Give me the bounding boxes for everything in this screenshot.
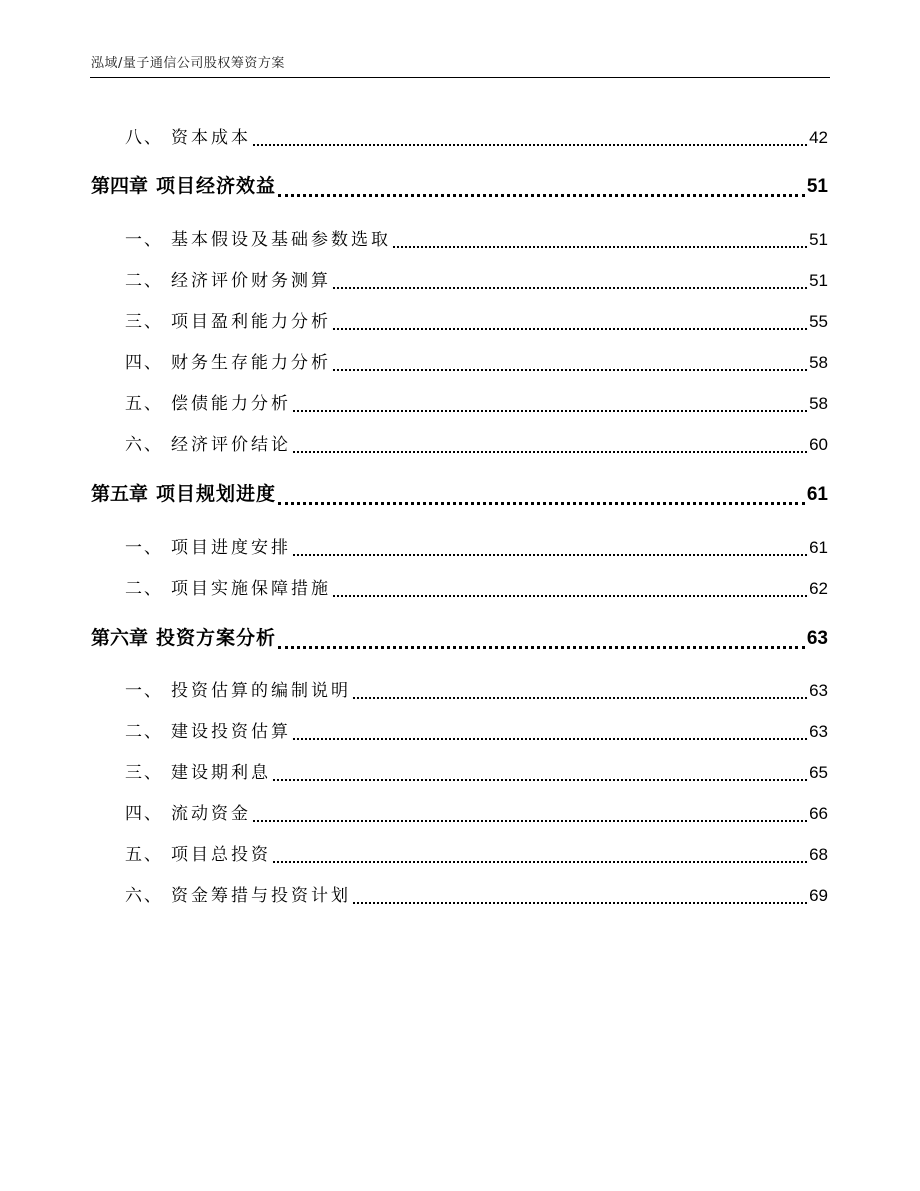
- toc-entry-title: 资金筹措与投资计划: [171, 886, 351, 906]
- dot-leader: [273, 849, 807, 866]
- toc-entry[interactable]: [125, 348, 828, 374]
- dot-leader: [278, 490, 805, 509]
- toc-entry-page: 51: [809, 271, 828, 290]
- toc-entry[interactable]: [125, 430, 828, 456]
- dot-leader: [278, 182, 805, 201]
- dot-leader: [293, 398, 807, 415]
- toc-entry-number: 五、: [125, 394, 163, 414]
- dot-leader: [393, 234, 807, 251]
- toc-entry[interactable]: [125, 840, 828, 866]
- toc-chapter-number: 第四章: [91, 175, 149, 197]
- dot-leader: [278, 634, 805, 653]
- dot-leader: [253, 808, 807, 825]
- toc-entry[interactable]: [125, 123, 828, 149]
- toc-entry-page: 60: [809, 435, 828, 454]
- toc-chapter-number: 第五章: [91, 483, 149, 505]
- toc-chapter[interactable]: [91, 171, 828, 201]
- toc-entry[interactable]: [125, 881, 828, 907]
- toc-entry-page: 58: [809, 353, 828, 372]
- toc-entry-number: 一、: [125, 681, 163, 701]
- toc-entry-title: 偿债能力分析: [171, 394, 291, 414]
- dot-leader: [333, 275, 807, 292]
- toc-entry[interactable]: [125, 307, 828, 333]
- toc-entry-page: 55: [809, 312, 828, 331]
- toc-entry[interactable]: [125, 225, 828, 251]
- toc-entry[interactable]: [125, 758, 828, 784]
- toc-entry-title: 项目总投资: [171, 845, 271, 865]
- toc-chapter-title: 投资方案分析: [156, 627, 277, 649]
- toc-entry[interactable]: [125, 717, 828, 743]
- dot-leader: [333, 316, 807, 333]
- toc-entry-number: 三、: [125, 312, 163, 332]
- toc-entry-number: 二、: [125, 722, 163, 742]
- toc-entry-title: 建设期利息: [171, 763, 271, 783]
- toc-entry-page: 61: [809, 538, 828, 557]
- toc-entry-number: 二、: [125, 271, 163, 291]
- toc-entry-page: 63: [809, 681, 828, 700]
- toc-entry-number: 一、: [125, 538, 163, 558]
- toc-entry[interactable]: [125, 799, 828, 825]
- toc-entry-number: 五、: [125, 845, 163, 865]
- dot-leader: [293, 726, 807, 743]
- toc-entry-number: 六、: [125, 886, 163, 906]
- toc-entry-number: 一、: [125, 230, 163, 250]
- toc-entry-title: 项目进度安排: [171, 538, 291, 558]
- dot-leader: [293, 542, 807, 559]
- toc-entry-page: 42: [809, 128, 828, 147]
- toc-entry-page: 66: [809, 804, 828, 823]
- toc-entry[interactable]: [125, 533, 828, 559]
- toc-entry-title: 流动资金: [171, 804, 251, 824]
- toc-chapter-page: 61: [806, 484, 828, 505]
- toc-entry[interactable]: [125, 266, 828, 292]
- toc-entry-page: 51: [809, 230, 828, 249]
- toc-chapter[interactable]: [91, 623, 828, 653]
- toc-entry[interactable]: [125, 389, 828, 415]
- toc-entry-page: 62: [809, 579, 828, 598]
- toc-entry-page: 63: [809, 722, 828, 741]
- toc-chapter-page: 63: [806, 628, 828, 649]
- toc-entry-page: 65: [809, 763, 828, 782]
- toc-entry-page: 68: [809, 845, 828, 864]
- toc-chapter-page: 51: [806, 176, 828, 197]
- toc-entry-title: 经济评价财务测算: [171, 271, 331, 291]
- dot-leader: [333, 357, 807, 374]
- toc-chapter-title: 项目规划进度: [156, 483, 277, 505]
- toc-entry-title: 基本假设及基础参数选取: [171, 230, 391, 250]
- toc-chapter-number: 第六章: [91, 627, 149, 649]
- toc-entry-number: 四、: [125, 804, 163, 824]
- dot-leader: [253, 132, 807, 149]
- toc-entry-title: 建设投资估算: [171, 722, 291, 742]
- toc-entry[interactable]: [125, 676, 828, 702]
- dot-leader: [353, 890, 807, 907]
- toc-entry-page: 69: [809, 886, 828, 905]
- dot-leader: [333, 583, 807, 600]
- dot-leader: [273, 767, 807, 784]
- toc-entry[interactable]: [125, 574, 828, 600]
- toc-entry-number: 四、: [125, 353, 163, 373]
- toc-entry-title: 经济评价结论: [171, 435, 291, 455]
- dot-leader: [353, 685, 807, 702]
- toc-chapter-title: 项目经济效益: [156, 175, 277, 197]
- toc-entry-title: 投资估算的编制说明: [171, 681, 351, 701]
- toc-entry-page: 58: [809, 394, 828, 413]
- toc-entry-number: 三、: [125, 763, 163, 783]
- toc-entry-title: 财务生存能力分析: [171, 353, 331, 373]
- toc-entry-number: 八、: [125, 128, 163, 148]
- toc-chapter[interactable]: [91, 479, 828, 509]
- toc-entry-number: 二、: [125, 579, 163, 599]
- toc-entry-title: 项目实施保障措施: [171, 579, 331, 599]
- header-rule: [90, 77, 830, 78]
- dot-leader: [293, 439, 807, 456]
- toc-entry-title: 项目盈利能力分析: [171, 312, 331, 332]
- toc-entry-title: 资本成本: [171, 128, 251, 148]
- toc-entry-number: 六、: [125, 435, 163, 455]
- running-header: 泓域/量子通信公司股权筹资方案: [91, 56, 285, 71]
